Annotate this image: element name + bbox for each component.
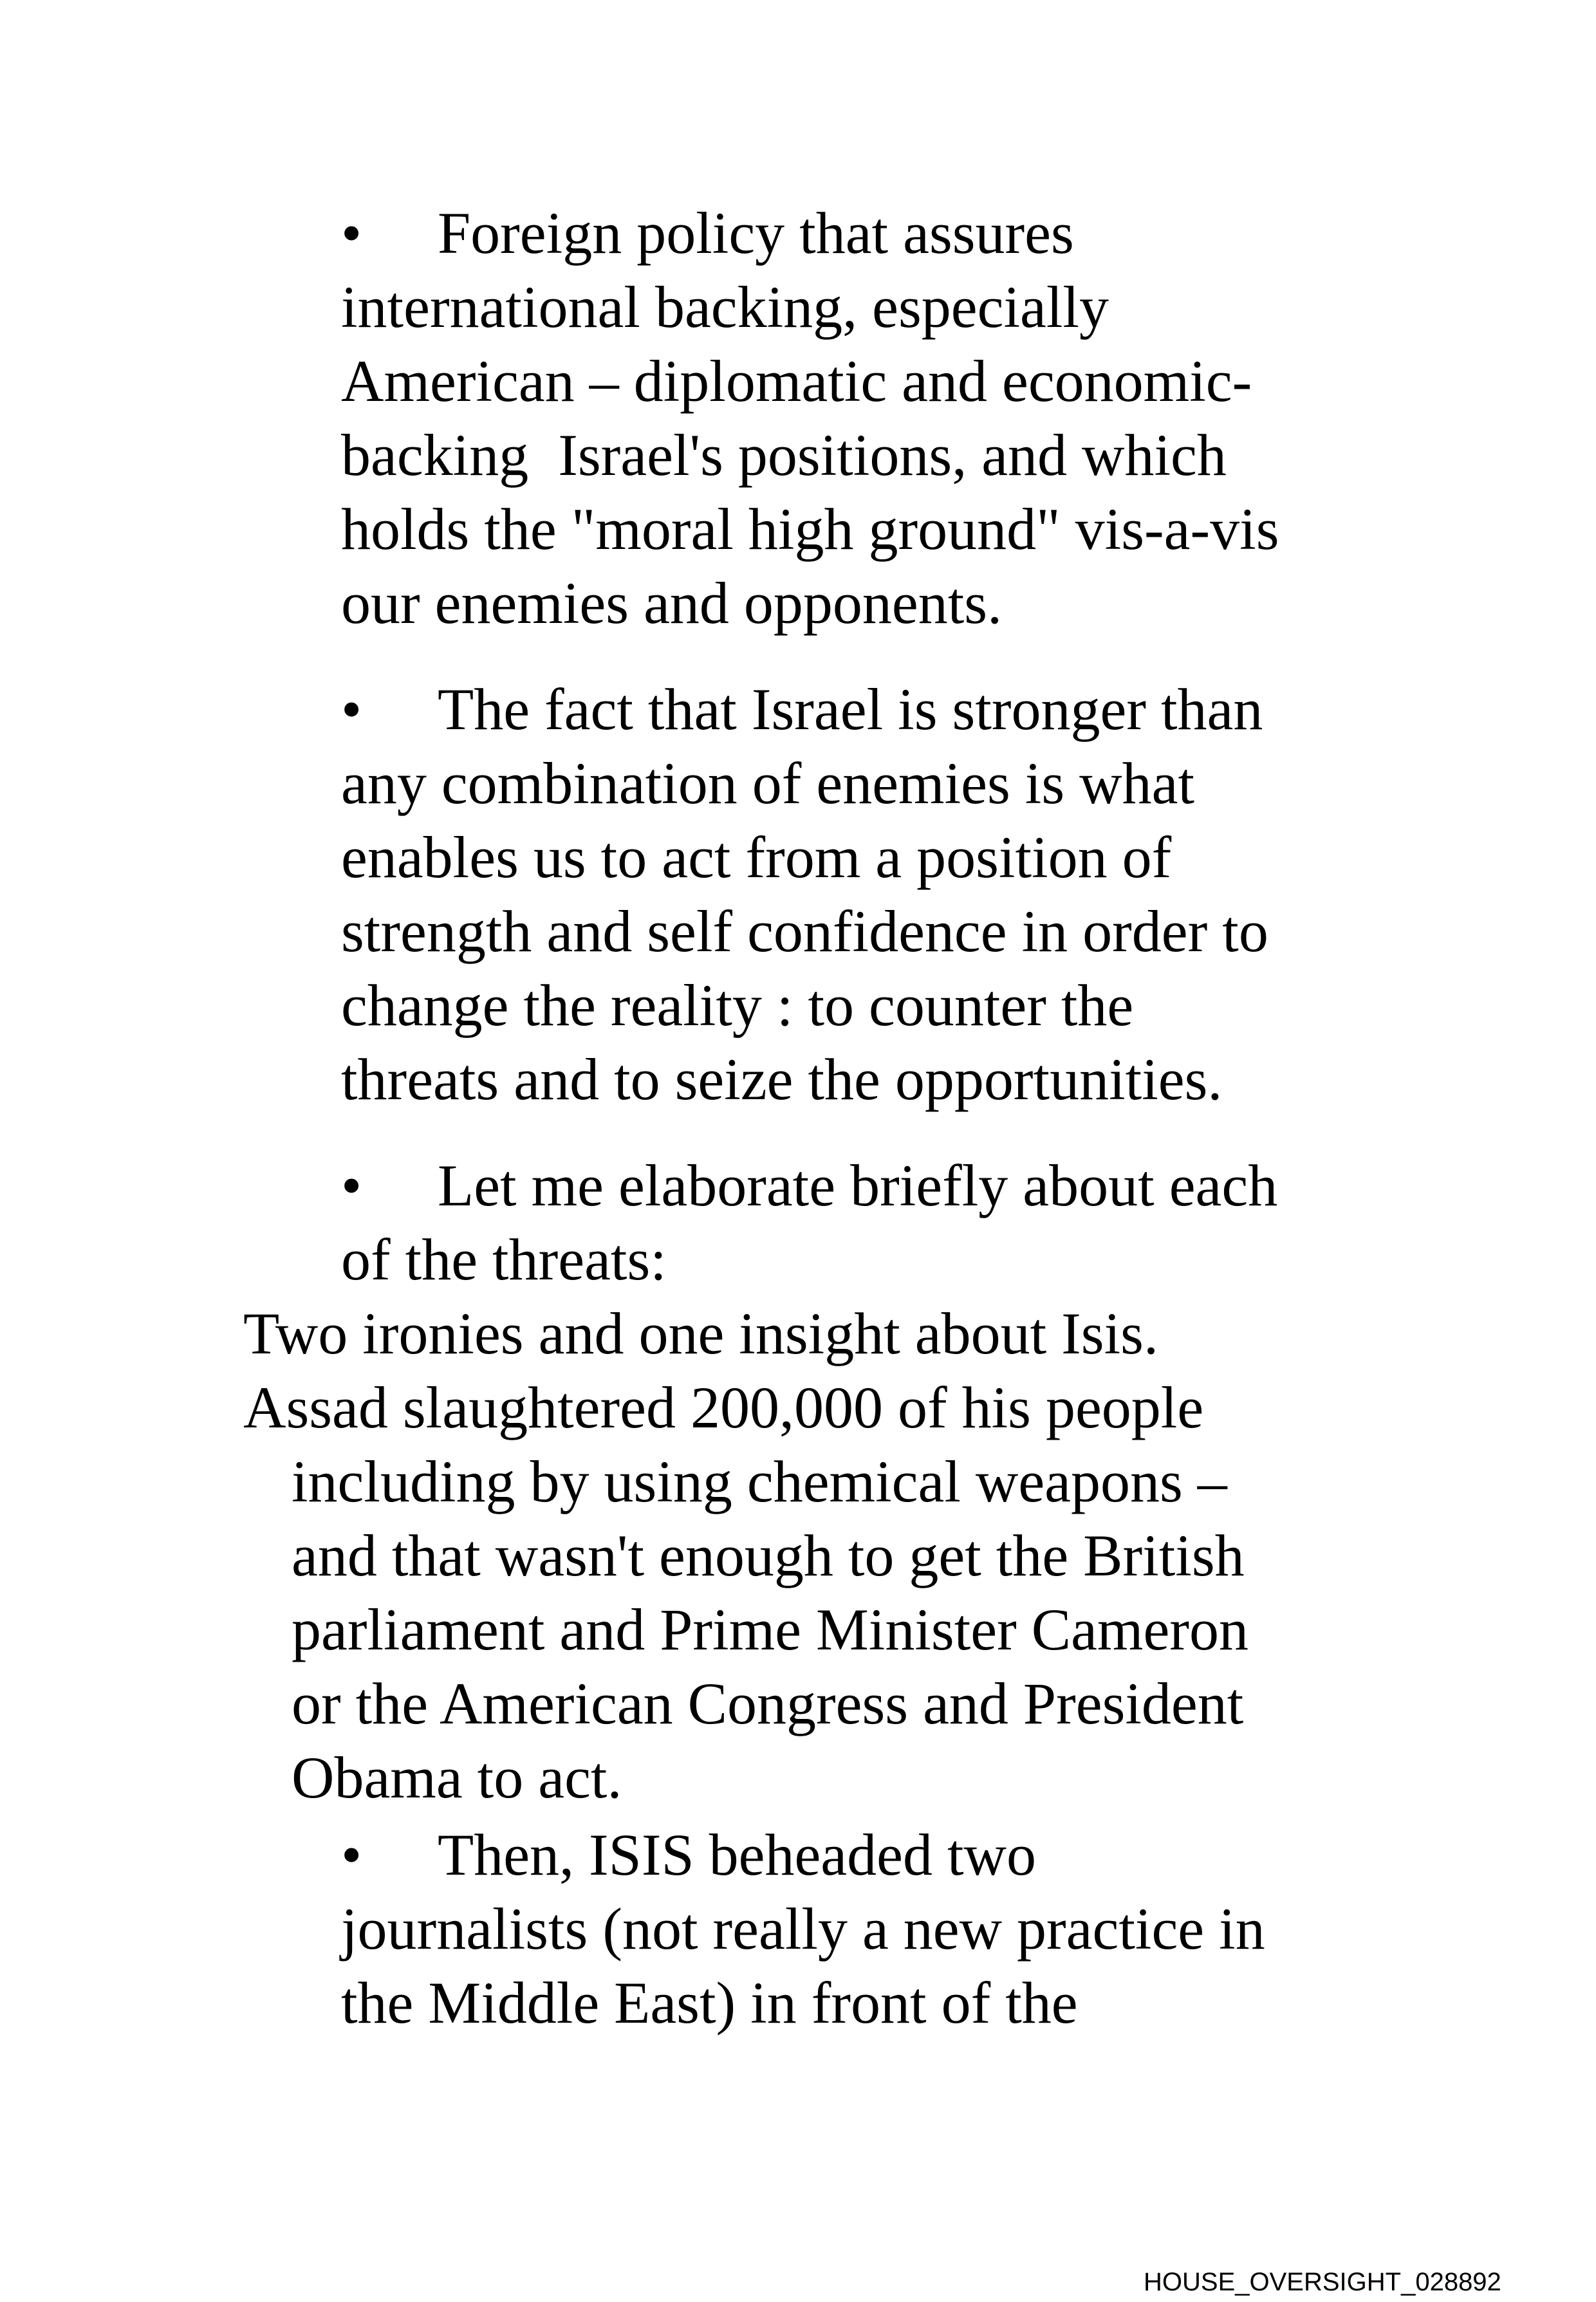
text-line: or the American Congress and President bbox=[292, 1671, 1244, 1736]
bullet-icon: • bbox=[341, 676, 362, 742]
text-line: Assad slaughtered 200,000 of his people bbox=[243, 1375, 1204, 1440]
bullet-icon: • bbox=[341, 200, 362, 266]
text-line: and that wasn't enough to get the British bbox=[292, 1523, 1245, 1588]
text-line: Let me elaborate briefly about each bbox=[438, 1153, 1278, 1218]
text-line: journalists (not really a new practice in bbox=[341, 1896, 1265, 1962]
text-line: international backing, especially bbox=[341, 274, 1109, 340]
text-line: The fact that Israel is stronger than bbox=[438, 676, 1263, 742]
text-line: of the threats: bbox=[341, 1227, 667, 1292]
text-line: Obama to act. bbox=[292, 1745, 622, 1810]
text-line: enables us to act from a position of bbox=[341, 824, 1172, 890]
text-line: including by using chemical weapons – bbox=[292, 1449, 1227, 1514]
text-line: backing Israel's positions, and which bbox=[341, 422, 1227, 488]
text-line: our enemies and opponents. bbox=[341, 570, 1003, 636]
bullet-icon: • bbox=[341, 1153, 362, 1218]
text-line: threats and to seize the opportunities. bbox=[341, 1046, 1223, 1112]
text-line: change the reality : to counter the bbox=[341, 972, 1134, 1038]
paragraph-heading: Two ironies and one insight about Isis. bbox=[243, 1301, 1158, 1366]
bullet-icon: • bbox=[341, 1822, 362, 1888]
text-line: parliament and Prime Minister Cameron bbox=[292, 1597, 1248, 1662]
text-line: Foreign policy that assures bbox=[438, 200, 1074, 266]
text-line: Then, ISIS beheaded two bbox=[438, 1822, 1036, 1888]
text-line: American – diplomatic and economic- bbox=[341, 348, 1252, 414]
document-id-footer: HOUSE_OVERSIGHT_028892 bbox=[1144, 2268, 1501, 2296]
text-line: holds the "moral high ground" vis-a-vis bbox=[341, 496, 1279, 562]
text-line: the Middle East) in front of the bbox=[341, 1970, 1078, 2036]
text-line: strength and self confidence in order to bbox=[341, 898, 1268, 964]
text-line: any combination of enemies is what bbox=[341, 750, 1195, 816]
